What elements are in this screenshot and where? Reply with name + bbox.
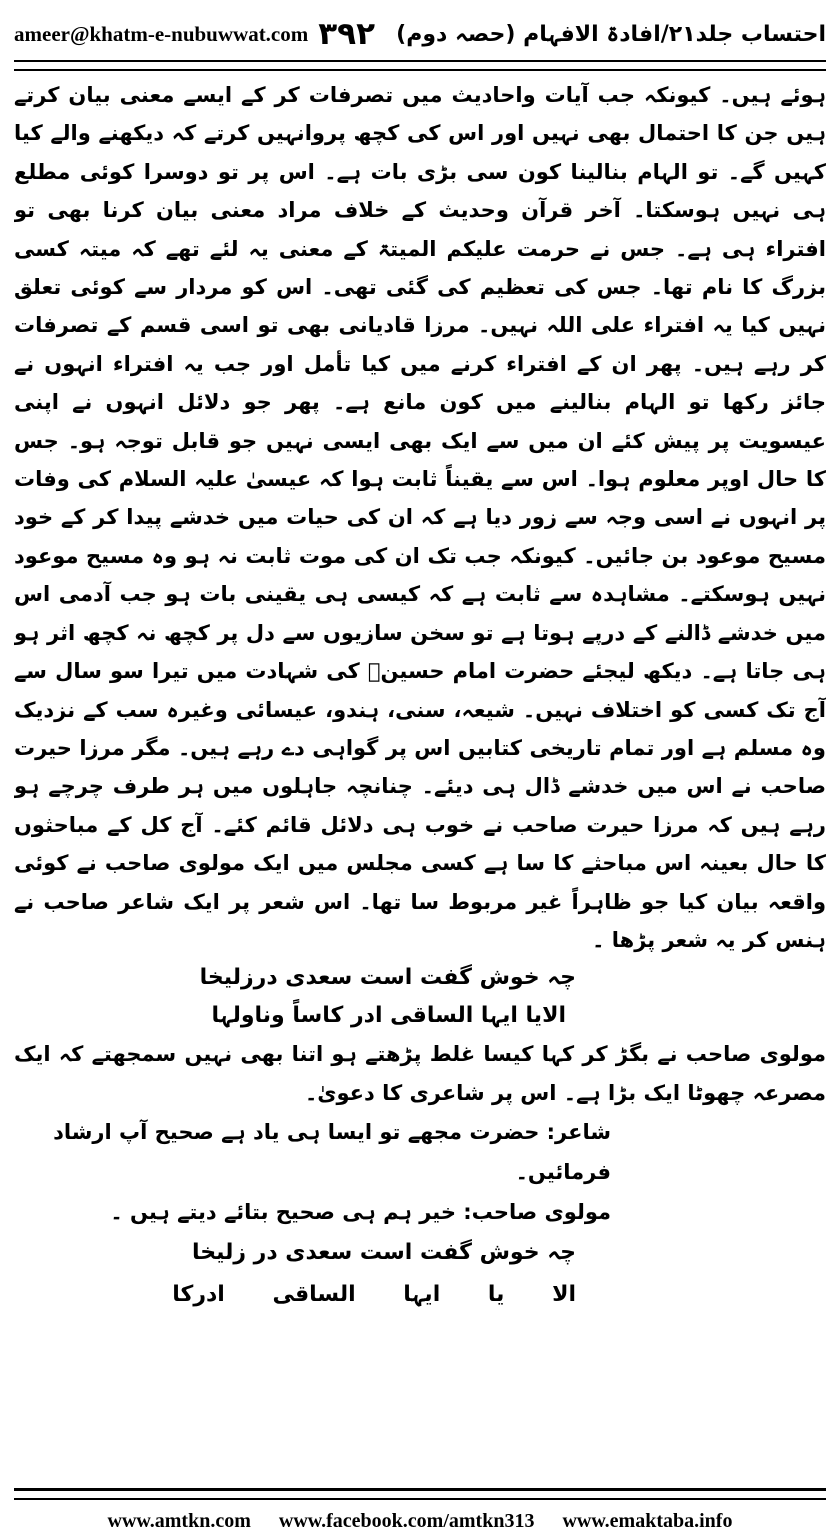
verse-line: الایا ایہا الساقی ادر کاساً وناولہا — [211, 1003, 566, 1029]
book-title: احتساب جلد۲۱/افادۃ الافہام (حصہ دوم) — [396, 21, 826, 47]
verse-line: چہ خوش گفت است سعدی درزلیخا — [199, 965, 576, 991]
page-header — [14, 14, 826, 54]
paragraph-main: ہوئے ہیں۔ کیونکہ جب آیات واحادیث میں تصرفات کر کے ایسے معنی بیان کرتے ہیں جن کا احتمال بھی نہیں اور اس کی کچھ پروانہیں کرتے کہ دیکھنے والے کیا کہیں گے۔ تو الہام بنالینا کون سی بڑی بات ہے۔ اس پر تو دوسرا کوئی مطلع ہی نہیں ہوسکتا۔ آخر قرآن وحدیث کے خلاف مراد معنی بیان کرنا بھی تو افتراء ہی ہے۔ جس نے حرمت علیکم المیتۃ کے معنی یہ لئے تھے کہ میتہ کسی بزرگ کا نام تھا۔ جس کی تعظیم کی گئی تھی۔ اس کو مردار سے کوئی تعلق نہیں کیا یہ افتراء علی اللہ نہیں۔ مرزا قادیانی بھی تو اسی قسم کے تصرفات کر رہے ہیں۔ پھر ان کے افتراء کرنے میں کیا تأمل اور جب یہ افتراء انہوں نے جائز رکھا تو الہام بنالینے میں کون مانع ہے۔ پھر جو دلائل انہوں نے اپنی عیسویت پر پیش کئے ان میں سے ایک بھی ایسی نہیں جو قابل توجہ ہو۔ جس کا حال اوپر معلوم ہوا۔ اس سے یقیناً ثابت ہوا کہ عیسیٰ علیہ السلام کی وفات پر انہوں نے اسی وجہ سے زور دیا ہے کہ ان کی حیات میں خدشے پیدا کر کے خود مسیح موعود بن جائیں۔ کیونکہ جب تک ان کی موت ثابت نہ ہو وہ مسیح موعود نہیں ہوسکتے۔ مشاہدہ سے ثابت ہے کہ کیسی ہی یقینی بات ہو جب آدمی اس میں خدشے ڈالنے کے درپے ہوتا ہے تو سخن سازیوں سے دل پر کچھ نہ کچھ اثر ہو ہی جاتا ہے۔ دیکھ لیجئے حضرت امام حسینؓ کی شہادت میں تیرا سو سال سے آج تک کسی کو اختلاف نہیں۔ شیعہ، سنی، ہندو، عیسائی وغیرہ سب کے نزدیک وہ مسلم ہے اور تمام تاریخی کتابیں اس پر گواہی دے رہے ہیں۔ مگر مرزا حیرت صاحب نے اس میں خدشے ڈال ہی دیئے۔ چنانچہ جاہلوں میں ہر طرف چرچے ہو رہے ہیں کہ مرزا حیرت صاحب نے خوب ہی دلائل قائم کئے۔ آج کل کے مباحثوں کا حال بعینہ اس مباحثے کا سا ہے کسی مجلس میں ایک مولوی صاحب نے کوئی واقعہ بیان کیا جو ظاہراً غیر مربوط سا تھا۔ اس شعر پر ایک شاعر صاحب نے ہنس کر یہ شعر پڑھا ۔ — [14, 83, 826, 952]
page-body — [14, 76, 826, 1466]
page-number: ۳۹۲ — [318, 16, 376, 52]
footer-link-facebook[interactable]: www.facebook.com/amtkn313 — [278, 1509, 535, 1532]
footer-divider — [14, 1488, 826, 1500]
dialogue-poet: شاعر: حضرت مجھے تو ایسا ہی یاد ہے صحیح آپ ارشاد فرمائیں۔ — [53, 1120, 611, 1185]
page-footer — [14, 1504, 826, 1538]
verse-line: الا یا ایہا الساقی ادرکا — [172, 1282, 576, 1308]
paragraph-secondary: مولوی صاحب نے بگڑ کر کہا کیسا غلط پڑھتے ہو اتنا بھی نہیں سمجھتے کہ ایک مصرعہ چھوٹا ایک بڑا ہے۔ اس پر شاعری کا دعویٰ۔ — [14, 1042, 826, 1105]
header-left — [14, 16, 375, 52]
verse-line: چہ خوش گفت است سعدی در زلیخا — [192, 1240, 576, 1266]
dialogue-maulvi: مولوی صاحب: خیر ہم ہی صحیح بتائے دیتے ہیں ۔ — [110, 1200, 611, 1225]
header-email[interactable]: ameer@khatm-e-nubuwwat.com — [14, 21, 309, 46]
footer-link-amtkn[interactable]: www.amtkn.com — [107, 1509, 251, 1532]
footer-link-emaktaba[interactable]: www.emaktaba.info — [562, 1509, 733, 1532]
header-divider — [14, 60, 826, 71]
